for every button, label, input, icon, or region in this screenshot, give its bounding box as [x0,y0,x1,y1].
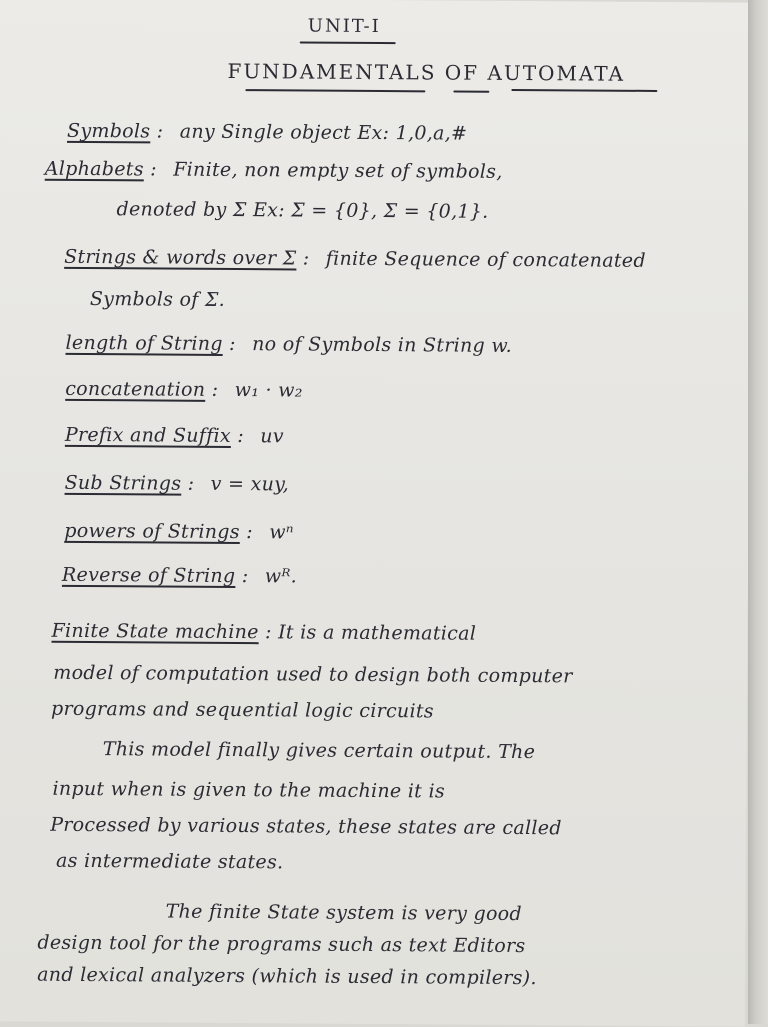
fsm-line: model of computation used to design both computer [53,661,573,688]
definition-line [90,288,225,311]
title-underline-3 [511,89,657,92]
definition-line [67,120,467,145]
definition-separator: : [211,378,219,401]
definition-term: Sub Strings [64,471,182,495]
fsm-term: Finite State machine [51,619,259,644]
definition-text: w₁ · w₂ [234,379,303,402]
definition-term: powers of Strings [64,519,240,544]
unit-heading: UNIT-I [307,15,381,38]
definition-text: denoted by Σ Ex: Σ = {0}, Σ = {0,1}. [116,198,489,223]
definition-text: finite Sequence of concatenated [325,247,646,272]
definition-term: Prefix and Suffix [64,423,231,447]
title-underline-2 [453,91,489,93]
fsm-line: Processed by various states, these states are called [50,813,562,840]
definition-line [64,246,646,272]
closing-line: and lexical analyzers (which is used in compilers). [37,963,537,990]
definition-separator: : [187,472,195,495]
definition-term: concatenation [65,377,206,401]
definition-separator: : [229,332,236,356]
definition-line [65,472,290,496]
definition-separator: : [241,565,249,588]
unit-underline [300,41,396,44]
definition-line [62,564,297,588]
definition-line [65,378,303,402]
closing-line: design tool for the programs such as text Editors [37,931,526,958]
definition-term: Strings & words over Σ [64,245,297,270]
page-title: FUNDAMENTALS OF AUTOMATA [227,58,626,86]
page-edge-shadow [748,0,768,1024]
definition-text: any Single object Ex: 1,0,a,# [179,120,468,145]
definition-separator: : [246,521,253,544]
definition-text: wⁿ [269,521,294,544]
definition-text: Finite, non empty set of symbols, [173,158,503,183]
definition-line [64,520,294,544]
definition-text: wᴿ. [264,565,298,588]
closing-line: The finite State system is very good [165,900,523,926]
definition-separator: : [237,425,245,448]
fsm-line: input when is given to the machine it is [52,777,445,803]
definition-text: no of Symbols in String w. [252,333,513,357]
definition-line [66,332,513,357]
definition-separator: : [150,158,157,181]
definition-line [116,198,488,223]
fsm-text: : It is a mathematical [265,621,477,645]
fsm-line: as intermediate states. [55,849,284,874]
fsm-line: programs and sequential logic circuits [50,697,434,723]
definition-line [45,158,503,183]
fsm-line: This model finally gives certain output. The [102,738,536,764]
title-underline-1 [245,89,425,92]
definition-text: uv [260,425,284,448]
definition-term: Alphabets [44,157,144,181]
definition-text: Symbols of Σ. [89,288,226,311]
definition-term: Symbols [67,119,151,143]
definition-term: length of String [65,331,223,355]
definition-term: Reverse of String [61,563,236,588]
definition-text: v = xuy, [210,472,290,496]
fsm-line [52,620,477,645]
definition-separator: : [302,247,310,270]
definition-separator: : [156,120,164,143]
definition-line [65,424,284,448]
